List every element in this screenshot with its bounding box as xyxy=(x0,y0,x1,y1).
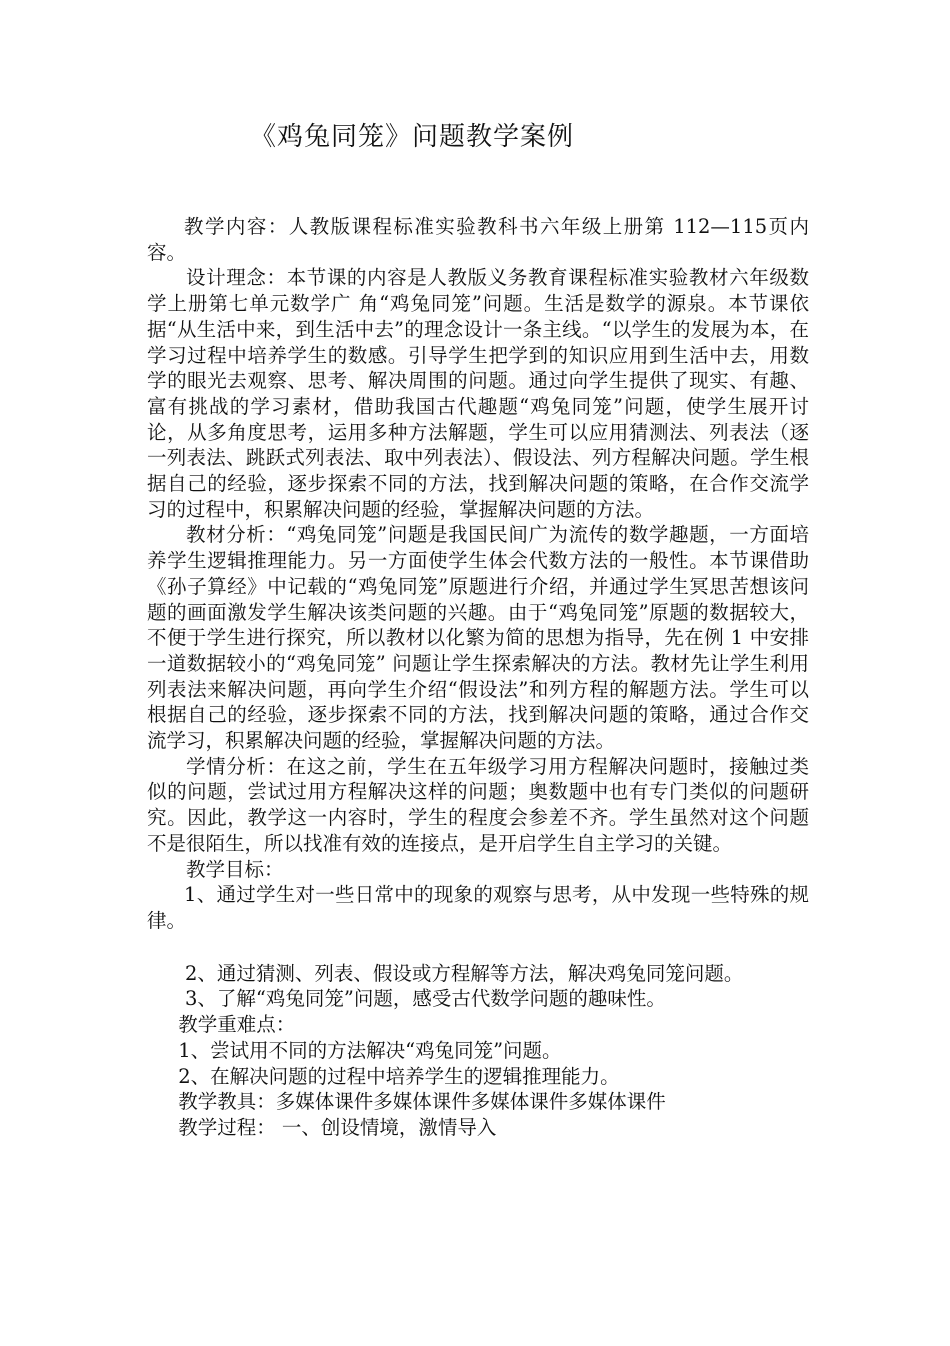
document-body xyxy=(147,214,809,1141)
goal-item-2: 2、通过猜测、列表、假设或方程解等方法，解决鸡兔同笼问题。 xyxy=(185,961,744,985)
teaching-process: 教学过程： 一、创设情境，激情导入 xyxy=(178,1115,497,1139)
paragraph-student-analysis: 学情分析：在这之前，学生在五年级学习用方程解决问题时，接触过类似的问题，尝试过用方程解决这样的问题；奥数题中也有专门类似的问题研究。因此，教学这一内容时，学生的程度会参差不齐。学生虽然对这个问题不是很陌生，所以找准有效的连接点，是开启学生自主学习的关键。 xyxy=(147,754,809,855)
goal-item-3: 3、了解“鸡兔同笼”问题，感受古代数学问题的趣味性。 xyxy=(185,987,666,1011)
key-point-item-2: 2、在解决问题的过程中培养学生的逻辑推理能力。 xyxy=(178,1064,620,1088)
heading-key-points: 教学重难点： xyxy=(178,1013,296,1037)
paragraph-design-concept: 设计理念：本节课的内容是人教版义务教育课程标准实验教材六年级数学上册第七单元数学广 角“鸡兔同笼”问题。生活是数学的源泉。本节课依据“从生活中来，到生活中去”的理念设计一条主线。“以学生的发展为本，在学习过程中培养学生的数感。引导学生把学到的知识应用到生活中去，用数学的眼光去观察、思考、解决周围的问题。通过向学生提供了现实、有趣、富有挑战的学习素材，借助我国古代趣题“鸡兔同笼”问题，使学生展开讨论，从多角度思考，运用多种方法解题，学生可以应用猜测法、列表法（逐一列表法、跳跃式列表法、取中列表法）、假设法、列方程解决问题。学生根据自己的经验，逐步探索不同的方法，找到解决问题的策略，在合作交流学习的过程中，积累解决问题的经验，掌握解决问题的方法。 xyxy=(147,266,809,521)
document-title: 《鸡兔同笼》问题教学案例 xyxy=(250,122,575,152)
heading-teaching-goals: 教学目标： xyxy=(186,857,284,881)
teaching-tools: 教学教具：多媒体课件多媒体课件多媒体课件多媒体课件 xyxy=(178,1090,666,1114)
paragraph-teaching-content: 教学内容：人教版课程标准实验教科书六年级上册第 112—115页内容。 xyxy=(147,215,809,264)
key-point-item-1: 1、尝试用不同的方法解决“鸡兔同笼”问题。 xyxy=(178,1038,562,1062)
paragraph-material-analysis: 教材分析：“鸡兔同笼”问题是我国民间广为流传的数学趣题，一方面培养学生逻辑推理能力。另一方面使学生体会代数方法的一般性。本节课借助《孙子算经》中记载的“鸡兔同笼”原题进行介绍，并通过学生冥思苦想该问题的画面激发学生解决该类问题的兴趣。由于“鸡兔同笼”原题的数据较大，不便于学生进行探究，所以教材以化繁为简的思想为指导，先在例 1 中安排一道数据较小的“鸡兔同笼” 问题让学生探索解决的方法。教材先让学生利用列表法来解决问题，再向学生介绍“假设法”和列方程的解题方法。学生可以根据自己的经验，逐步探索不同的方法，找到解决问题的策略，通过合作交流学习，积累解决问题的经验，掌握解决问题的方法。 xyxy=(147,523,809,753)
goal-item-1: 1、通过学生对一些日常中的现象的观察与思考，从中发现一些特殊的规律。 xyxy=(147,883,809,932)
blank-line xyxy=(147,934,809,961)
